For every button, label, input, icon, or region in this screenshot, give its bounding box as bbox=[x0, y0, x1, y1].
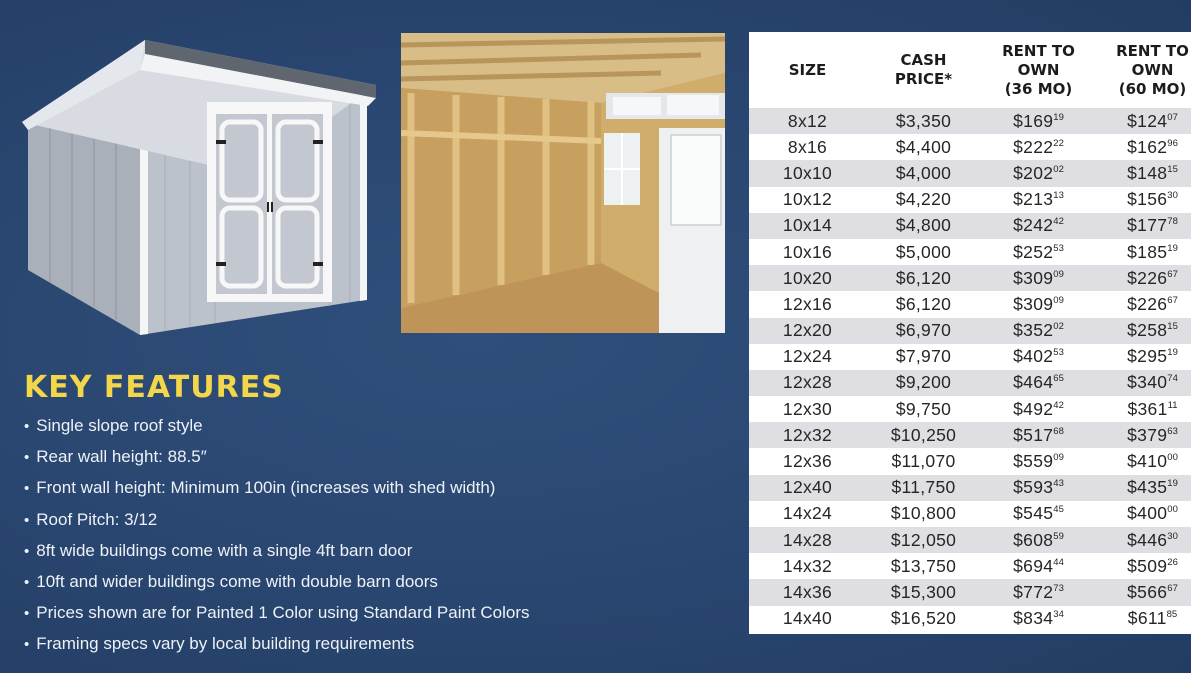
cell-size-value: 12x40 bbox=[782, 477, 833, 498]
cell-size bbox=[749, 213, 866, 239]
cell-size-value: 8x16 bbox=[787, 136, 828, 157]
cell-rent-60 bbox=[1096, 370, 1191, 396]
cell-cash-price-value: $9,750 bbox=[895, 398, 952, 419]
feature-item: • 10ft and wider buildings come with double barn doors bbox=[24, 567, 724, 598]
cell-rent-36-cents: 68 bbox=[1053, 425, 1064, 437]
cell-cash-price bbox=[866, 160, 981, 186]
key-features-section bbox=[24, 370, 724, 661]
cell-cash-price bbox=[866, 344, 981, 370]
cell-size-value: 14x28 bbox=[782, 529, 833, 550]
cell-size bbox=[749, 318, 866, 344]
cell-rent-60-value: $446 bbox=[1127, 529, 1168, 550]
cell-rent-36-value: $545 bbox=[1013, 503, 1054, 524]
header-size-label: SIZE bbox=[788, 60, 827, 79]
cell-cash-price bbox=[866, 370, 981, 396]
table-row bbox=[749, 606, 1191, 632]
header-rent-60 bbox=[1096, 32, 1191, 108]
cell-rent-36-value: $169 bbox=[1013, 110, 1054, 131]
cell-rent-36 bbox=[981, 396, 1096, 422]
cell-cash-price-value: $10,250 bbox=[890, 424, 957, 445]
cell-size-value: 12x36 bbox=[782, 451, 833, 472]
cell-rent-36-cents: 45 bbox=[1053, 504, 1064, 516]
table-row bbox=[749, 553, 1191, 579]
cell-rent-36-value: $464 bbox=[1013, 372, 1054, 393]
cell-size-value: 8x12 bbox=[787, 110, 828, 131]
cell-cash-price-value: $4,220 bbox=[895, 189, 952, 210]
cell-cash-price bbox=[866, 318, 981, 344]
table-row bbox=[749, 527, 1191, 553]
feature-item: • Prices shown are for Painted 1 Color using Standard Paint Colors bbox=[24, 598, 724, 629]
table-row bbox=[749, 187, 1191, 213]
cell-rent-36 bbox=[981, 475, 1096, 501]
cell-cash-price-value: $6,120 bbox=[895, 293, 952, 314]
cell-size bbox=[749, 475, 866, 501]
cell-rent-60-value: $435 bbox=[1127, 477, 1168, 498]
cell-rent-36-cents: 09 bbox=[1053, 268, 1064, 280]
table-row bbox=[749, 265, 1191, 291]
cell-size-value: 12x28 bbox=[782, 372, 833, 393]
cell-size bbox=[749, 187, 866, 213]
cell-rent-36 bbox=[981, 501, 1096, 527]
cell-cash-price-value: $3,350 bbox=[895, 110, 952, 131]
cell-rent-36-cents: 59 bbox=[1053, 530, 1064, 542]
cell-rent-36-cents: 09 bbox=[1053, 294, 1064, 306]
cell-size bbox=[749, 579, 866, 605]
table-header-row bbox=[749, 32, 1191, 108]
cell-cash-price bbox=[866, 606, 981, 632]
table-row bbox=[749, 318, 1191, 344]
cell-size bbox=[749, 370, 866, 396]
cell-size-value: 12x32 bbox=[782, 424, 833, 445]
cell-rent-60-value: $611 bbox=[1127, 608, 1167, 629]
cell-rent-36 bbox=[981, 239, 1096, 265]
cell-rent-36-cents: 53 bbox=[1053, 242, 1064, 254]
cell-rent-60-value: $148 bbox=[1127, 162, 1168, 183]
cell-rent-36-value: $608 bbox=[1013, 529, 1054, 550]
cell-cash-price bbox=[866, 448, 981, 474]
header-rent36-line1: RENT TO bbox=[1002, 41, 1075, 60]
cell-rent-36 bbox=[981, 213, 1096, 239]
header-cash-price bbox=[866, 32, 981, 108]
cell-rent-36 bbox=[981, 527, 1096, 553]
cell-size bbox=[749, 422, 866, 448]
cell-rent-60-value: $185 bbox=[1127, 241, 1168, 262]
cell-size bbox=[749, 527, 866, 553]
cell-rent-36 bbox=[981, 291, 1096, 317]
cell-rent-36-cents: 22 bbox=[1053, 137, 1064, 149]
cell-rent-36-value: $402 bbox=[1013, 346, 1054, 367]
cell-rent-60-cents: 30 bbox=[1167, 530, 1178, 542]
cell-rent-36-value: $309 bbox=[1013, 267, 1054, 288]
cell-cash-price-value: $15,300 bbox=[890, 581, 957, 602]
cell-cash-price bbox=[866, 422, 981, 448]
cell-rent-36-value: $593 bbox=[1013, 477, 1054, 498]
cell-rent-36-cents: 42 bbox=[1053, 216, 1064, 228]
cell-rent-36 bbox=[981, 422, 1096, 448]
cell-rent-60-cents: 78 bbox=[1167, 216, 1178, 228]
cell-rent-60-cents: 67 bbox=[1167, 268, 1178, 280]
cell-rent-36-cents: 44 bbox=[1053, 556, 1064, 568]
price-table bbox=[749, 32, 1191, 634]
cell-rent-36-cents: 43 bbox=[1053, 478, 1064, 490]
pricing-table bbox=[749, 32, 1191, 632]
cell-cash-price-value: $6,120 bbox=[895, 267, 952, 288]
cell-size bbox=[749, 134, 866, 160]
table-row bbox=[749, 344, 1191, 370]
cell-rent-60 bbox=[1096, 396, 1191, 422]
cell-rent-36 bbox=[981, 187, 1096, 213]
cell-cash-price-value: $10,800 bbox=[890, 503, 957, 524]
header-rent-36 bbox=[981, 32, 1096, 108]
features-list bbox=[24, 411, 724, 661]
price-table-body bbox=[749, 108, 1191, 632]
cell-rent-36 bbox=[981, 448, 1096, 474]
cell-cash-price-value: $6,970 bbox=[895, 320, 952, 341]
feature-item: • Front wall height: Minimum 100in (increases with shed width) bbox=[24, 473, 724, 504]
cell-rent-60-cents: 63 bbox=[1167, 425, 1178, 437]
cell-size bbox=[749, 160, 866, 186]
cell-size bbox=[749, 291, 866, 317]
feature-item: • Framing specs vary by local building requirements bbox=[24, 629, 724, 660]
cell-size-value: 10x14 bbox=[782, 215, 833, 236]
cell-rent-60-value: $566 bbox=[1127, 581, 1168, 602]
cell-rent-60 bbox=[1096, 134, 1191, 160]
cell-cash-price-value: $11,070 bbox=[891, 451, 956, 472]
cell-size bbox=[749, 553, 866, 579]
header-rent60-line1: RENT TO bbox=[1116, 41, 1189, 60]
cell-rent-60-value: $295 bbox=[1127, 346, 1168, 367]
cell-rent-36-value: $222 bbox=[1013, 136, 1054, 157]
cell-rent-60 bbox=[1096, 448, 1191, 474]
shed-exterior-image bbox=[20, 30, 380, 340]
cell-size-value: 12x16 bbox=[782, 293, 833, 314]
cell-rent-36 bbox=[981, 370, 1096, 396]
cell-cash-price bbox=[866, 108, 981, 134]
cell-rent-36-value: $492 bbox=[1013, 398, 1054, 419]
cell-rent-60 bbox=[1096, 213, 1191, 239]
feature-item: • Roof Pitch: 3/12 bbox=[24, 505, 724, 536]
cell-rent-60 bbox=[1096, 108, 1191, 134]
cell-rent-60-value: $226 bbox=[1127, 293, 1168, 314]
table-row bbox=[749, 134, 1191, 160]
cell-rent-36-value: $517 bbox=[1013, 424, 1054, 445]
cell-cash-price bbox=[866, 553, 981, 579]
cell-rent-60 bbox=[1096, 606, 1191, 632]
cell-rent-60 bbox=[1096, 265, 1191, 291]
table-row bbox=[749, 422, 1191, 448]
cell-size-value: 14x36 bbox=[782, 581, 833, 602]
cell-cash-price-value: $12,050 bbox=[890, 529, 957, 550]
cell-rent-36 bbox=[981, 579, 1096, 605]
header-rent60-line3: (60 MO) bbox=[1118, 79, 1187, 98]
cell-cash-price bbox=[866, 527, 981, 553]
cell-rent-36 bbox=[981, 344, 1096, 370]
cell-rent-36-cents: 13 bbox=[1053, 190, 1064, 202]
cell-rent-36-value: $834 bbox=[1013, 608, 1054, 629]
cell-rent-36 bbox=[981, 108, 1096, 134]
cell-rent-60-cents: 11 bbox=[1167, 399, 1178, 411]
cell-rent-36-cents: 34 bbox=[1053, 609, 1064, 621]
cell-rent-36 bbox=[981, 134, 1096, 160]
cell-rent-36 bbox=[981, 606, 1096, 632]
cell-rent-60-value: $258 bbox=[1127, 320, 1168, 341]
cell-rent-60 bbox=[1096, 527, 1191, 553]
cell-rent-36 bbox=[981, 265, 1096, 291]
cell-rent-36-value: $202 bbox=[1013, 162, 1054, 183]
cell-cash-price-value: $5,000 bbox=[895, 241, 952, 262]
cell-rent-60 bbox=[1096, 579, 1191, 605]
cell-size bbox=[749, 239, 866, 265]
cell-rent-36 bbox=[981, 553, 1096, 579]
table-row bbox=[749, 160, 1191, 186]
header-rent36-line2: OWN bbox=[1017, 60, 1060, 79]
cell-rent-60 bbox=[1096, 422, 1191, 448]
cell-cash-price-value: $9,200 bbox=[895, 372, 952, 393]
cell-size bbox=[749, 265, 866, 291]
cell-size bbox=[749, 606, 866, 632]
cell-cash-price bbox=[866, 187, 981, 213]
cell-cash-price-value: $4,000 bbox=[895, 162, 952, 183]
cell-size bbox=[749, 344, 866, 370]
cell-cash-price bbox=[866, 134, 981, 160]
cell-size-value: 10x20 bbox=[782, 267, 833, 288]
cell-cash-price-value: $4,400 bbox=[895, 136, 952, 157]
cell-cash-price-value: $16,520 bbox=[890, 608, 957, 629]
cell-size-value: 14x32 bbox=[782, 555, 833, 576]
cell-size bbox=[749, 448, 866, 474]
key-features-title: KEY FEATURES bbox=[24, 370, 284, 405]
table-row bbox=[749, 239, 1191, 265]
cell-size-value: 10x12 bbox=[782, 189, 833, 210]
cell-rent-36-value: $694 bbox=[1013, 555, 1054, 576]
cell-rent-36-cents: 19 bbox=[1053, 111, 1064, 123]
cell-size bbox=[749, 396, 866, 422]
header-cash-line2: PRICE* bbox=[894, 70, 953, 88]
cell-cash-price-value: $4,800 bbox=[895, 215, 952, 236]
table-row bbox=[749, 396, 1191, 422]
cell-size-value: 14x40 bbox=[782, 608, 833, 629]
cell-size-value: 14x24 bbox=[782, 503, 833, 524]
feature-item: • Rear wall height: 88.5″ bbox=[24, 442, 724, 473]
cell-rent-36-value: $559 bbox=[1013, 451, 1054, 472]
cell-size-value: 12x30 bbox=[782, 398, 833, 419]
header-rent60-line2: OWN bbox=[1131, 60, 1174, 79]
cell-rent-36-value: $309 bbox=[1013, 293, 1054, 314]
cell-rent-36-cents: 02 bbox=[1053, 163, 1064, 175]
cell-rent-36 bbox=[981, 318, 1096, 344]
cell-rent-60-cents: 19 bbox=[1167, 478, 1178, 490]
table-row bbox=[749, 579, 1191, 605]
cell-rent-60-value: $379 bbox=[1127, 424, 1168, 445]
header-rent36-line3: (36 MO) bbox=[1004, 79, 1073, 98]
cell-rent-60 bbox=[1096, 553, 1191, 579]
cell-rent-60-value: $226 bbox=[1127, 267, 1168, 288]
cell-rent-36-value: $772 bbox=[1013, 581, 1054, 602]
cell-rent-36-cents: 65 bbox=[1053, 373, 1064, 385]
cell-rent-60-value: $509 bbox=[1127, 555, 1168, 576]
cell-rent-36-cents: 53 bbox=[1053, 347, 1064, 359]
header-size bbox=[749, 32, 866, 108]
cell-rent-60-cents: 07 bbox=[1167, 111, 1178, 123]
cell-cash-price bbox=[866, 501, 981, 527]
cell-rent-60-cents: 96 bbox=[1167, 137, 1178, 149]
cell-rent-60 bbox=[1096, 475, 1191, 501]
cell-rent-60 bbox=[1096, 318, 1191, 344]
cell-rent-60-cents: 67 bbox=[1167, 294, 1178, 306]
cell-cash-price bbox=[866, 475, 981, 501]
cell-rent-36-cents: 73 bbox=[1053, 582, 1064, 594]
cell-rent-60-value: $124 bbox=[1127, 110, 1168, 131]
cell-rent-60-cents: 19 bbox=[1167, 242, 1178, 254]
cell-rent-60-value: $177 bbox=[1127, 215, 1168, 236]
shed-interior-image bbox=[401, 33, 725, 333]
cell-rent-60-value: $156 bbox=[1127, 189, 1168, 210]
cell-rent-60 bbox=[1096, 239, 1191, 265]
cell-rent-60 bbox=[1096, 344, 1191, 370]
cell-rent-60-cents: 30 bbox=[1167, 190, 1178, 202]
cell-cash-price bbox=[866, 291, 981, 317]
cell-cash-price bbox=[866, 213, 981, 239]
cell-rent-36 bbox=[981, 160, 1096, 186]
cell-cash-price bbox=[866, 396, 981, 422]
cell-cash-price-value: $13,750 bbox=[890, 555, 957, 576]
cell-rent-60-cents: 67 bbox=[1167, 582, 1178, 594]
cell-size-value: 12x24 bbox=[782, 346, 833, 367]
cell-rent-60-value: $410 bbox=[1127, 451, 1168, 472]
cell-rent-60-cents: 26 bbox=[1167, 556, 1178, 568]
cell-rent-60-cents: 15 bbox=[1167, 163, 1178, 175]
cell-rent-60-cents: 74 bbox=[1167, 373, 1178, 385]
cell-rent-36-cents: 09 bbox=[1053, 452, 1064, 464]
cell-rent-36-value: $252 bbox=[1013, 241, 1054, 262]
cell-rent-60 bbox=[1096, 187, 1191, 213]
cell-rent-36-cents: 02 bbox=[1053, 321, 1064, 333]
header-cash-line1: CASH bbox=[900, 51, 947, 69]
cell-rent-60 bbox=[1096, 291, 1191, 317]
table-row bbox=[749, 448, 1191, 474]
table-row bbox=[749, 501, 1191, 527]
cell-size-value: 12x20 bbox=[782, 320, 833, 341]
cell-cash-price bbox=[866, 579, 981, 605]
cell-cash-price bbox=[866, 239, 981, 265]
table-row bbox=[749, 213, 1191, 239]
feature-item: • 8ft wide buildings come with a single 4ft barn door bbox=[24, 536, 724, 567]
cell-rent-60-cents: 85 bbox=[1166, 609, 1178, 621]
cell-size bbox=[749, 501, 866, 527]
table-row bbox=[749, 475, 1191, 501]
cell-cash-price-value: $7,970 bbox=[895, 346, 952, 367]
cell-rent-36-value: $242 bbox=[1013, 215, 1054, 236]
cell-rent-60-cents: 00 bbox=[1167, 452, 1178, 464]
table-row bbox=[749, 370, 1191, 396]
cell-rent-60-value: $340 bbox=[1127, 372, 1168, 393]
table-row bbox=[749, 291, 1191, 317]
cell-cash-price bbox=[866, 265, 981, 291]
cell-size bbox=[749, 108, 866, 134]
table-row bbox=[749, 108, 1191, 134]
cell-rent-60-value: $400 bbox=[1127, 503, 1168, 524]
cell-rent-36-cents: 42 bbox=[1053, 399, 1064, 411]
cell-size-value: 10x16 bbox=[782, 241, 833, 262]
cell-rent-60-value: $162 bbox=[1127, 136, 1168, 157]
cell-rent-60-cents: 15 bbox=[1167, 321, 1178, 333]
cell-rent-60-value: $361 bbox=[1127, 398, 1168, 419]
cell-rent-36-value: $213 bbox=[1013, 189, 1054, 210]
cell-size-value: 10x10 bbox=[782, 162, 833, 183]
cell-rent-36-value: $352 bbox=[1013, 320, 1054, 341]
cell-rent-60 bbox=[1096, 501, 1191, 527]
cell-rent-60 bbox=[1096, 160, 1191, 186]
cell-cash-price-value: $11,750 bbox=[891, 477, 956, 498]
cell-rent-60-cents: 00 bbox=[1167, 504, 1178, 516]
feature-item: • Single slope roof style bbox=[24, 411, 724, 442]
cell-rent-60-cents: 19 bbox=[1167, 347, 1178, 359]
